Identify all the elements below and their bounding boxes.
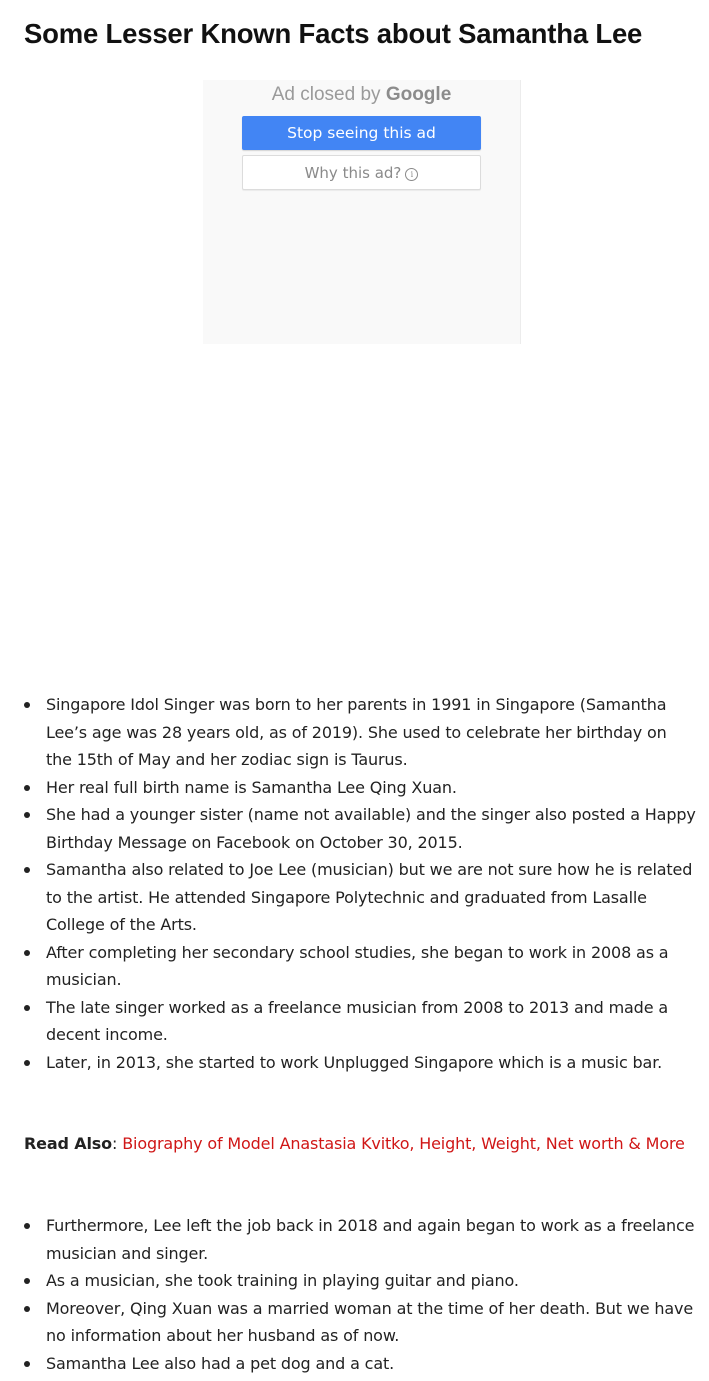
bullet-icon <box>24 867 30 873</box>
list-item-text: Her real full birth name is Samantha Lee Qing Xuan. <box>46 777 457 797</box>
why-this-ad-label: Why this ad? <box>304 163 402 182</box>
list-item <box>24 1295 696 1350</box>
article-heading: Some Lesser Known Facts about Samantha Lee <box>24 18 643 49</box>
list-item-text: Samantha also related to Joe Lee (musician) but we are not sure how he is related to the artist. He attended Singapore Polytechnic and graduated from Lasalle College of the Arts. <box>46 860 693 934</box>
list-item-text: Moreover, Qing Xuan was a married woman at the time of her death. But we have no information about her husband as of now. <box>46 1298 694 1345</box>
list-item <box>24 1350 696 1378</box>
list-item <box>24 691 696 774</box>
bullet-icon <box>24 1005 30 1011</box>
bullet-icon <box>24 785 30 791</box>
bullet-icon <box>24 1223 30 1229</box>
list-item <box>24 1049 696 1077</box>
bullet-icon <box>24 1060 30 1066</box>
bullet-icon <box>24 950 30 956</box>
bullet-icon <box>24 702 30 708</box>
google-logo: Google <box>385 84 452 105</box>
read-also-separator: : <box>112 1134 123 1153</box>
list-item <box>24 774 696 802</box>
list-item <box>24 801 696 856</box>
list-item-text: After completing her secondary school studies, she began to work in 2008 as a musician. <box>46 942 669 989</box>
ad-closed-notice <box>203 84 520 106</box>
list-item <box>24 1267 696 1295</box>
bullet-icon <box>24 1361 30 1367</box>
facts-list-part-2 <box>24 1212 696 1377</box>
read-also-link[interactable]: Biography of Model Anastasia Kvitko, Height, Weight, Net worth & More <box>122 1134 685 1153</box>
ad-closed-text: Ad closed by <box>271 84 381 105</box>
bullet-icon <box>24 1306 30 1312</box>
list-item <box>24 856 696 939</box>
list-item-text: The late singer worked as a freelance musician from 2008 to 2013 and made a decent income. <box>46 997 668 1044</box>
bullet-icon <box>24 1278 30 1284</box>
read-also-paragraph <box>24 1130 696 1158</box>
read-also-label: Read Also <box>24 1134 113 1153</box>
list-item-text: Furthermore, Lee left the job back in 2018 and again began to work as a freelance musician and singer. <box>46 1216 695 1263</box>
list-item-text: Later, in 2013, she started to work Unplugged Singapore which is a music bar. <box>46 1052 663 1072</box>
list-item <box>24 994 696 1049</box>
list-item <box>24 939 696 994</box>
info-icon: i <box>405 168 418 181</box>
list-item-text: She had a younger sister (name not available) and the singer also posted a Happy Birthday Message on Facebook on October 30, 2015. <box>46 805 696 852</box>
bullet-icon <box>24 812 30 818</box>
list-item-text: Singapore Idol Singer was born to her parents in 1991 in Singapore (Samantha Lee’s age was 28 years old, as of 2019). She used to celebrate her birthday on the 15th of May and her zodiac sign is Taurus. <box>46 695 667 769</box>
why-this-ad-button[interactable] <box>242 155 481 190</box>
list-item-text: As a musician, she took training in playing guitar and piano. <box>46 1271 519 1290</box>
list-item-text: Samantha Lee also had a pet dog and a cat. <box>46 1353 395 1373</box>
stop-seeing-ad-button[interactable]: Stop seeing this ad <box>242 116 481 150</box>
list-item <box>24 1212 696 1267</box>
facts-list-part-1 <box>24 691 696 1076</box>
